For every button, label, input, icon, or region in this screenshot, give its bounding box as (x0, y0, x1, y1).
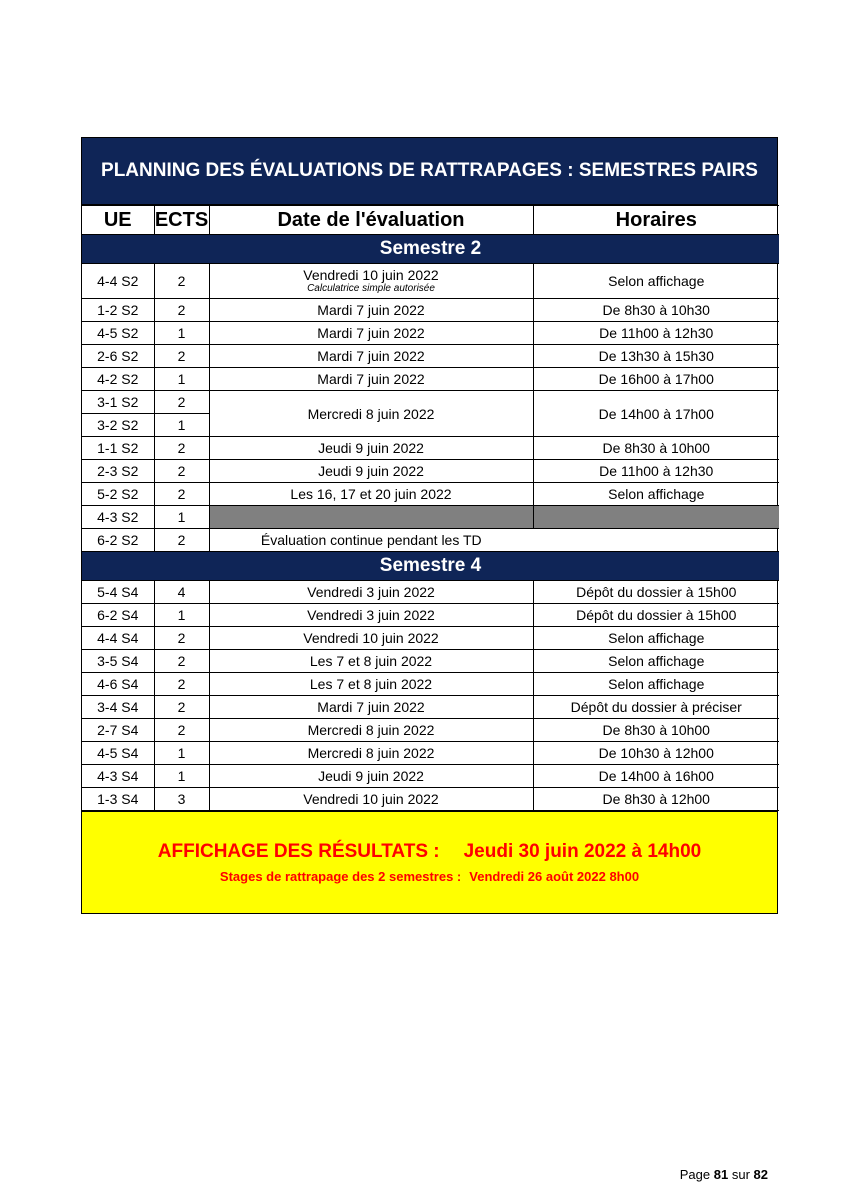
time-cell: De 8h30 à 10h00 (533, 719, 779, 742)
ects-cell: 3 (154, 788, 209, 811)
header-ue: UE (82, 206, 154, 235)
table-row (82, 460, 779, 483)
time-cell: Selon affichage (533, 650, 779, 673)
table-row (82, 581, 779, 604)
header-date: Date de l'évaluation (209, 206, 533, 235)
table-row (82, 765, 779, 788)
semester-2-label: Semestre 2 (82, 235, 779, 264)
date-cell-blank (209, 506, 533, 529)
table-row (82, 391, 779, 414)
date-cell: Mercredi 8 juin 2022 (209, 719, 533, 742)
ue-cell: 4-3 S2 (82, 506, 154, 529)
time-cell: De 10h30 à 12h00 (533, 742, 779, 765)
time-cell: De 11h00 à 12h30 (533, 460, 779, 483)
ects-cell: 2 (154, 719, 209, 742)
ue-cell: 4-2 S2 (82, 368, 154, 391)
ects-cell: 4 (154, 581, 209, 604)
ue-cell: 5-4 S4 (82, 581, 154, 604)
semester-2-header (82, 235, 779, 264)
planning-table (81, 137, 778, 914)
ue-cell: 3-5 S4 (82, 650, 154, 673)
ects-cell: 1 (154, 604, 209, 627)
ue-cell: 2-6 S2 (82, 345, 154, 368)
page-number (680, 1167, 768, 1182)
ects-cell: 2 (154, 650, 209, 673)
ue-cell: 4-6 S4 (82, 673, 154, 696)
time-cell: Dépôt du dossier à 15h00 (533, 581, 779, 604)
ue-cell: 1-1 S2 (82, 437, 154, 460)
time-cell: De 13h30 à 15h30 (533, 345, 779, 368)
ue-cell: 6-2 S4 (82, 604, 154, 627)
date-cell: Les 16, 17 et 20 juin 2022 (209, 483, 533, 506)
results-label: AFFICHAGE DES RÉSULTATS : (157, 841, 440, 862)
time-cell: Dépôt du dossier à 15h00 (533, 604, 779, 627)
time-cell: De 8h30 à 12h00 (533, 788, 779, 811)
ects-cell: 2 (154, 264, 209, 299)
semester-4-header (82, 552, 779, 581)
date-cell: Mardi 7 juin 2022 (209, 299, 533, 322)
page-current: 81 (713, 1167, 729, 1182)
ects-cell: 2 (154, 627, 209, 650)
date-cell: Mardi 7 juin 2022 (209, 322, 533, 345)
ects-cell: 1 (154, 506, 209, 529)
date-cell: Mardi 7 juin 2022 (209, 345, 533, 368)
time-cell: De 14h00 à 17h00 (533, 391, 779, 437)
table-row (82, 696, 779, 719)
date-cell: Mercredi 8 juin 2022 (209, 391, 533, 437)
table-row (82, 483, 779, 506)
calculator-note: Calculatrice simple autorisée (307, 283, 435, 294)
ects-cell: 2 (154, 391, 209, 414)
ue-cell: 6-2 S2 (82, 529, 154, 552)
ue-cell: 4-5 S4 (82, 742, 154, 765)
ue-cell: 5-2 S2 (82, 483, 154, 506)
ects-cell: 2 (154, 673, 209, 696)
table-row (82, 650, 779, 673)
table-row (82, 788, 779, 811)
ue-cell: 3-1 S2 (82, 391, 154, 414)
semester-4-label: Semestre 4 (82, 552, 779, 581)
ects-cell: 2 (154, 696, 209, 719)
date-cell: Les 7 et 8 juin 2022 (209, 650, 533, 673)
date-cell: Les 7 et 8 juin 2022 (209, 673, 533, 696)
page-prefix: Page (679, 1167, 711, 1182)
table-row (82, 299, 779, 322)
time-cell: De 16h00 à 17h00 (533, 368, 779, 391)
time-cell-blank (533, 529, 779, 552)
results-banner (82, 811, 777, 913)
time-cell: De 8h30 à 10h30 (533, 299, 779, 322)
header-horaires: Horaires (533, 206, 779, 235)
ects-cell: 1 (154, 765, 209, 788)
ue-cell: 2-7 S4 (82, 719, 154, 742)
table-row (82, 627, 779, 650)
table-row (82, 345, 779, 368)
header-ects: ECTS (154, 206, 209, 235)
time-cell: Dépôt du dossier à préciser (533, 696, 779, 719)
ects-cell: 1 (154, 322, 209, 345)
stages-label: Stages de rattrapage des 2 semestres : (219, 869, 462, 884)
date-cell: Vendredi 3 juin 2022 (209, 604, 533, 627)
date-text: Vendredi 10 juin 2022 (303, 267, 439, 283)
exam-schedule-table (82, 205, 779, 811)
time-cell: Selon affichage (533, 483, 779, 506)
stages-line (220, 869, 639, 884)
ects-cell: 1 (154, 368, 209, 391)
table-row (82, 368, 779, 391)
table-row (82, 719, 779, 742)
ue-cell: 3-4 S4 (82, 696, 154, 719)
time-cell: De 14h00 à 16h00 (533, 765, 779, 788)
date-cell: Jeudi 9 juin 2022 (209, 437, 533, 460)
ects-cell: 1 (154, 414, 209, 437)
table-row (82, 604, 779, 627)
table-row (82, 506, 779, 529)
date-cell: Vendredi 3 juin 2022 (209, 581, 533, 604)
date-cell: Vendredi 10 juin 2022 (209, 627, 533, 650)
ects-cell: 2 (154, 437, 209, 460)
ects-cell: 2 (154, 299, 209, 322)
date-cell: Mardi 7 juin 2022 (209, 368, 533, 391)
results-date: Jeudi 30 juin 2022 à 14h00 (463, 841, 702, 862)
time-cell: De 11h00 à 12h30 (533, 322, 779, 345)
ue-cell: 4-5 S2 (82, 322, 154, 345)
ects-cell: 2 (154, 483, 209, 506)
page-sep: sur (731, 1167, 750, 1182)
date-cell: Vendredi 10 juin 2022 (209, 788, 533, 811)
date-cell: Mercredi 8 juin 2022 (209, 742, 533, 765)
time-cell-blank (533, 506, 779, 529)
semester-2-body (82, 235, 779, 552)
ue-cell: 4-4 S2 (82, 264, 154, 299)
ue-cell: 3-2 S2 (82, 414, 154, 437)
date-cell: Jeudi 9 juin 2022 (209, 460, 533, 483)
time-cell: Selon affichage (533, 627, 779, 650)
ects-cell: 1 (154, 742, 209, 765)
date-cell: Mardi 7 juin 2022 (209, 696, 533, 719)
ue-cell: 2-3 S2 (82, 460, 154, 483)
ue-cell: 4-4 S4 (82, 627, 154, 650)
stages-date: Vendredi 26 août 2022 8h00 (469, 869, 640, 884)
table-row (82, 673, 779, 696)
table-row (82, 529, 779, 552)
header-row (82, 206, 779, 235)
date-cell: Évaluation continue pendant les TD (209, 529, 533, 552)
results-line (158, 841, 701, 863)
time-cell: De 8h30 à 10h00 (533, 437, 779, 460)
table-row (82, 437, 779, 460)
date-cell: Jeudi 9 juin 2022 (209, 765, 533, 788)
date-cell (209, 264, 533, 299)
ue-cell: 1-2 S2 (82, 299, 154, 322)
table-row (82, 264, 779, 299)
ue-cell: 1-3 S4 (82, 788, 154, 811)
table-row (82, 322, 779, 345)
ects-cell: 2 (154, 529, 209, 552)
time-cell: Selon affichage (533, 264, 779, 299)
page-title: PLANNING DES ÉVALUATIONS DE RATTRAPAGES : SEMESTRES PAIRS (82, 138, 777, 205)
table-row (82, 742, 779, 765)
ue-cell: 4-3 S4 (82, 765, 154, 788)
page-total: 82 (753, 1167, 768, 1182)
ects-cell: 2 (154, 345, 209, 368)
semester-4-body (82, 552, 779, 811)
time-cell: Selon affichage (533, 673, 779, 696)
ects-cell: 2 (154, 460, 209, 483)
